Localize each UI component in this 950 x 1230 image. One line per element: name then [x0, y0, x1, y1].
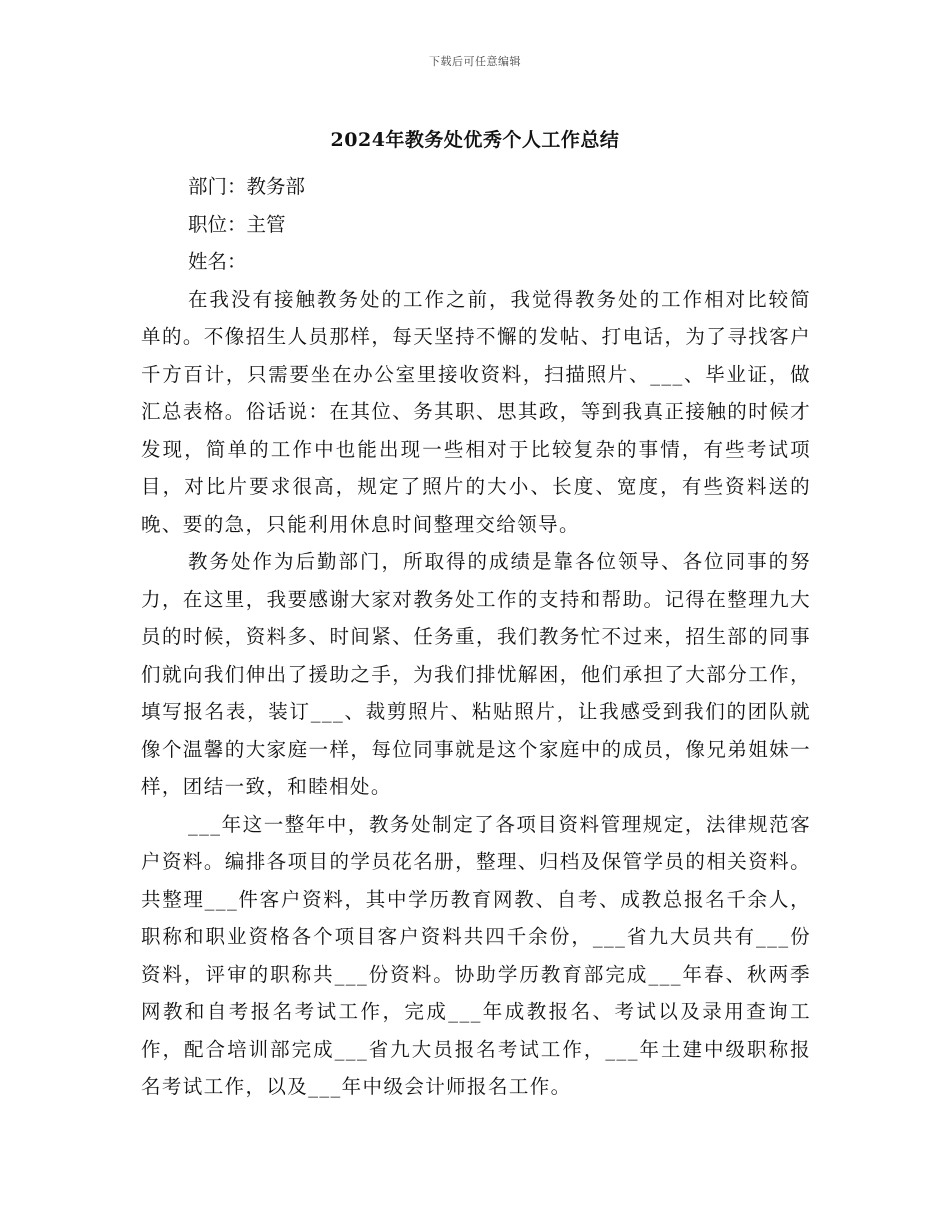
- name-line: 姓名：: [188, 250, 247, 273]
- document-title: 2024年教务处优秀个人工作总结: [330, 129, 620, 151]
- paragraph-1: 在我没有接触教务处的工作之前，我觉得教务处的工作相对比较简单的。不像招生人员那样，每天坚持不懈的发帖、打电话，为了寻找客户千方百计，只需要坐在办公室里接收资料，扫描照片、___、毕业证，做汇总表格。俗话说：在其位、务其职、思其政，等到我真正接触的时候才发现，简单的工作中也能出现一些相对于比较复杂的事情，有些考试项目，对比片要求很高，规定了照片的大小、长度、宽度，有些资料送的晚、要的急，只能利用休息时间整理交给领导。: [141, 287, 811, 536]
- page-header-note: 下载后可任意编辑: [429, 55, 521, 68]
- paragraph-2: 教务处作为后勤部门，所取得的成绩是靠各位领导、各位同事的努力，在这里，我要感谢大家对教务处工作的支持和帮助。记得在整理九大员的时候，资料多、时间紧、任务重，我们教务忙不过来，招生部的同事们就向我们伸出了援助之手，为我们排忧解困，他们承担了大部分工作，填写报名表，装订___、裁剪照片、粘贴照片，让我感受到我们的团队就像个温馨的大家庭一样，每位同事就是这个家庭中的成员，像兄弟姐妹一样，团结一致，和睦相处。: [141, 550, 811, 798]
- position-line: 职位：主管: [188, 212, 286, 236]
- paragraph-3: ___年这一整年中，教务处制定了各项目资料管理规定，法律规范客户资料。编排各项目的学员花名册，整理、归档及保管学员的相关资料。共整理___件客户资料，其中学历教育网教、自考、成教总报名千余人，职称和职业资格各个项目客户资料共四千余份，___省九大员共有___份资料，评审的职称共___份资料。协助学历教育部完成___年春、秋两季网教和自考报名考试工作，完成___年成教报名、考试以及录用查询工作，配合培训部完成___省九大员报名考试工作，___年土建中级职称报名考试工作，以及___年中级会计师报名工作。: [141, 812, 811, 1098]
- document-body: [141, 168, 811, 1106]
- department-line: 部门：教务部: [188, 175, 306, 198]
